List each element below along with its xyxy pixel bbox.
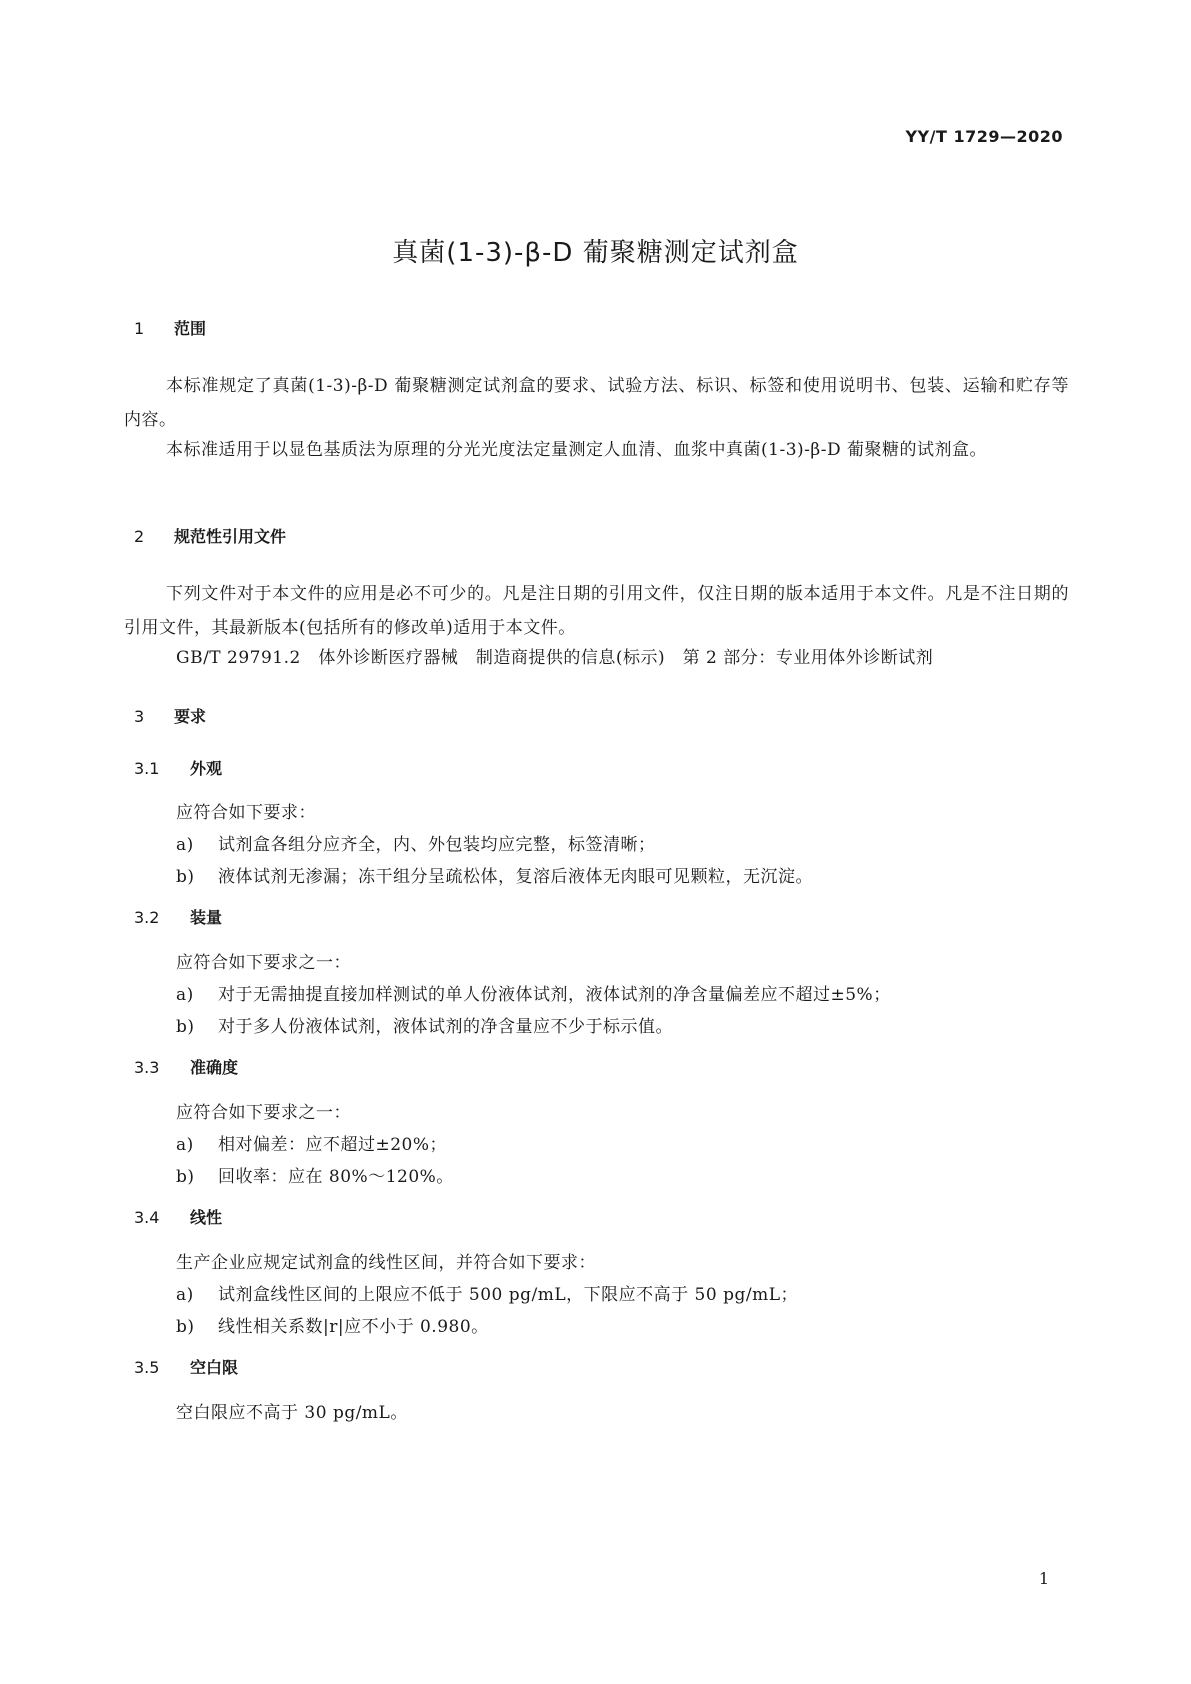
section-1-paragraph-2: 本标准适用于以显色基质法为原理的分光光度法定量测定人血清、血浆中真菌(1-3)-β-D 葡聚糖的试剂盒。 <box>166 440 987 460</box>
list-marker: b) <box>176 1317 195 1337</box>
list-item <box>176 1010 1076 1044</box>
section-3-1-intro: 应符合如下要求： <box>176 803 316 823</box>
list-item-text: 液体试剂无渗漏；冻干组分呈疏松体，复溶后液体无肉眼可见颗粒，无沉淀。 <box>218 867 813 887</box>
section-2-paragraph-1: 下列文件对于本文件的应用是必不可少的。凡是注日期的引用文件，仅注日期的版本适用于本文件。凡是不注日期的引用文件，其最新版本(包括所有的修改单)适用于本文件。 <box>124 584 1069 638</box>
list-marker: a) <box>176 1285 194 1305</box>
section-1-heading <box>134 318 206 340</box>
section-1-paragraph-1: 本标准规定了真菌(1-3)-β-D 葡聚糖测定试剂盒的要求、试验方法、标识、标签和使用说明书、包装、运输和贮存等内容。 <box>124 376 1069 430</box>
list-item-text: 试剂盒各组分应齐全，内、外包装均应完整，标签清晰； <box>218 835 656 855</box>
list-item <box>176 1160 1076 1194</box>
section-number: 3.4 <box>134 1208 160 1227</box>
section-number: 3.2 <box>134 908 160 927</box>
list-item-text: 试剂盒线性区间的上限应不低于 500 pg/mL，下限应不高于 50 pg/mL； <box>218 1285 798 1305</box>
section-title: 要求 <box>174 707 207 726</box>
section-3-2-heading <box>134 907 222 929</box>
list-item <box>176 1278 1076 1312</box>
section-2-heading <box>134 526 286 548</box>
standard-number: YY/T 1729—2020 <box>905 127 1063 146</box>
list-marker: a) <box>176 1135 194 1155</box>
section-3-5-text: 空白限应不高于 30 pg/mL。 <box>176 1403 408 1423</box>
list-marker: b) <box>176 1167 195 1187</box>
section-title: 装量 <box>190 908 223 927</box>
list-item-text: 相对偏差：应不超过±20%； <box>218 1135 448 1155</box>
list-marker: a) <box>176 835 194 855</box>
list-item <box>176 860 1076 894</box>
list-item <box>176 1128 1076 1162</box>
section-number: 3.1 <box>134 759 160 778</box>
section-title: 外观 <box>190 759 223 778</box>
section-number: 2 <box>134 527 145 546</box>
section-3-5-heading <box>134 1357 238 1379</box>
list-item-text: 回收率：应在 80%～120%。 <box>218 1167 454 1187</box>
section-title: 空白限 <box>190 1358 239 1377</box>
section-3-1-heading <box>134 758 222 780</box>
page-number: 1 <box>1038 1569 1049 1588</box>
section-title: 范围 <box>174 319 207 338</box>
list-item <box>176 978 1076 1012</box>
normative-reference: GB/T 29791.2 体外诊断医疗器械 制造商提供的信息(标示) 第 2 部分：专业用体外诊断试剂 <box>176 648 934 668</box>
section-title: 规范性引用文件 <box>174 527 287 546</box>
section-number: 3 <box>134 707 145 726</box>
section-3-3-heading <box>134 1057 238 1079</box>
document-title: 真菌(1-3)-β-D 葡聚糖测定试剂盒 <box>392 238 799 268</box>
list-item <box>176 1310 1076 1344</box>
list-marker: b) <box>176 1017 195 1037</box>
section-3-4-heading <box>134 1207 222 1229</box>
section-title: 准确度 <box>190 1058 239 1077</box>
list-marker: b) <box>176 867 195 887</box>
section-3-heading <box>134 706 206 728</box>
list-item-text: 线性相关系数|r|应不小于 0.980。 <box>218 1317 489 1337</box>
section-3-3-intro: 应符合如下要求之一： <box>176 1103 351 1123</box>
section-title: 线性 <box>190 1208 223 1227</box>
list-marker: a) <box>176 985 194 1005</box>
list-item-text: 对于无需抽提直接加样测试的单人份液体试剂，液体试剂的净含量偏差应不超过±5%； <box>218 985 891 1005</box>
list-item <box>176 828 1076 862</box>
list-item-text: 对于多人份液体试剂，液体试剂的净含量应不少于标示值。 <box>218 1017 673 1037</box>
section-3-2-intro: 应符合如下要求之一： <box>176 953 351 973</box>
section-3-4-intro: 生产企业应规定试剂盒的线性区间，并符合如下要求： <box>176 1253 596 1273</box>
section-number: 3.5 <box>134 1358 160 1377</box>
section-number: 3.3 <box>134 1058 160 1077</box>
section-number: 1 <box>134 319 145 338</box>
